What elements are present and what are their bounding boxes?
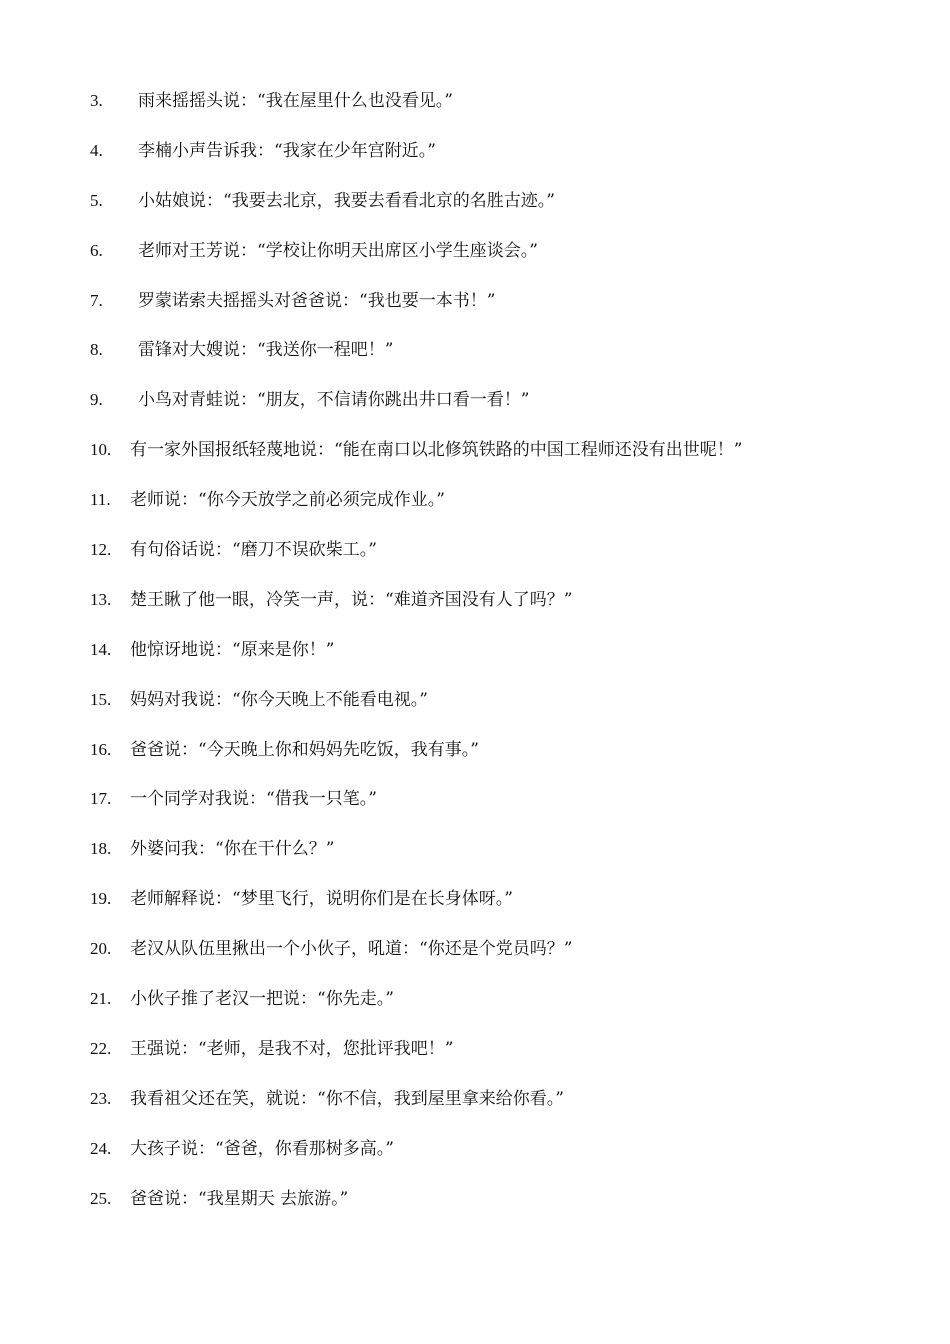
item-text: 小鸟对青蛙说：“朋友，不信请你跳出井口看一看！”	[138, 390, 530, 411]
item-number: 25.	[90, 1188, 112, 1208]
item-text: 有句俗话说：“磨刀不误砍柴工。”	[130, 540, 377, 561]
list-item	[90, 288, 910, 338]
item-text: 外婆问我：“你在干什么？”	[130, 839, 335, 860]
item-text: 李楠小声告诉我：“我家在少年宫附近。”	[138, 140, 436, 161]
list-item	[90, 886, 910, 936]
item-text: 爸爸说：“我星期天 去旅游。”	[130, 1188, 349, 1209]
item-number: 9.	[90, 390, 103, 410]
item-number: 12.	[90, 540, 112, 560]
item-number: 5.	[90, 190, 103, 210]
item-number: 19.	[90, 889, 112, 909]
list-item	[90, 637, 910, 687]
item-number: 7.	[90, 290, 103, 310]
list-item	[90, 238, 910, 288]
item-text: 老师对王芳说：“学校让你明天出席区小学生座谈会。”	[138, 240, 538, 261]
list-item	[90, 687, 910, 737]
list-item	[90, 786, 910, 836]
item-number: 10.	[90, 440, 112, 460]
item-number: 4.	[90, 140, 103, 160]
list-item	[90, 986, 910, 1036]
item-text: 雨来摇摇头说：“我在屋里什么也没看见。”	[138, 91, 453, 111]
item-number: 24.	[90, 1138, 112, 1158]
item-text: 有一家外国报纸轻蔑地说：“能在南口以北修筑铁路的中国工程师还没有出世呢！”	[130, 440, 743, 461]
item-number: 8.	[90, 340, 103, 360]
list-item	[90, 387, 910, 437]
list-item	[90, 1186, 910, 1236]
item-text: 老汉从队伍里揪出一个小伙子，吼道：“你还是个党员吗？”	[130, 939, 573, 960]
list-item	[90, 88, 910, 138]
item-number: 13.	[90, 589, 112, 609]
item-number: 16.	[90, 739, 112, 759]
item-number: 18.	[90, 839, 112, 859]
item-number: 11.	[90, 490, 111, 510]
item-text: 小伙子推了老汉一把说：“你先走。”	[130, 989, 394, 1010]
item-text: 大孩子说：“爸爸，你看那树多高。”	[130, 1138, 394, 1159]
item-text: 王强说：“老师，是我不对，您批评我吧！”	[130, 1038, 454, 1059]
list-item	[90, 737, 910, 787]
list-item	[90, 1086, 910, 1136]
list-item	[90, 337, 910, 387]
item-text: 小姑娘说：“我要去北京，我要去看看北京的名胜古迹。”	[138, 190, 555, 211]
list-item	[90, 1136, 910, 1186]
list-item	[90, 537, 910, 587]
list-item	[90, 1036, 910, 1086]
item-number: 3.	[90, 91, 103, 110]
list-item	[90, 836, 910, 886]
item-number: 20.	[90, 939, 112, 959]
item-text: 老师说：“你今天放学之前必须完成作业。”	[130, 490, 445, 511]
item-number: 6.	[90, 240, 103, 260]
item-number: 14.	[90, 639, 112, 659]
sentence-list	[90, 88, 910, 1235]
item-text: 一个同学对我说：“借我一只笔。”	[130, 789, 377, 810]
item-text: 妈妈对我说：“你今天晚上不能看电视。”	[130, 689, 428, 710]
item-text: 我看祖父还在笑，就说：“你不信，我到屋里拿来给你看。”	[130, 1088, 564, 1109]
item-number: 23.	[90, 1088, 112, 1108]
item-text: 楚王瞅了他一眼，冷笑一声，说：“难道齐国没有人了吗？”	[130, 589, 573, 610]
item-text: 爸爸说：“今天晚上你和妈妈先吃饭，我有事。”	[130, 739, 479, 760]
list-item	[90, 188, 910, 238]
list-item	[90, 587, 910, 637]
list-item	[90, 138, 910, 188]
item-number: 21.	[90, 989, 112, 1009]
list-item	[90, 936, 910, 986]
item-number: 15.	[90, 689, 112, 709]
item-text: 他惊讶地说：“原来是你！”	[130, 639, 335, 660]
list-item	[90, 437, 910, 487]
item-text: 罗蒙诺索夫摇摇头对爸爸说：“我也要一本书！”	[138, 290, 496, 311]
item-number: 22.	[90, 1038, 112, 1058]
item-text: 老师解释说：“梦里飞行，说明你们是在长身体呀。”	[130, 889, 513, 910]
item-number: 17.	[90, 789, 112, 809]
item-text: 雷锋对大嫂说：“我送你一程吧！”	[138, 340, 394, 361]
list-item	[90, 487, 910, 537]
